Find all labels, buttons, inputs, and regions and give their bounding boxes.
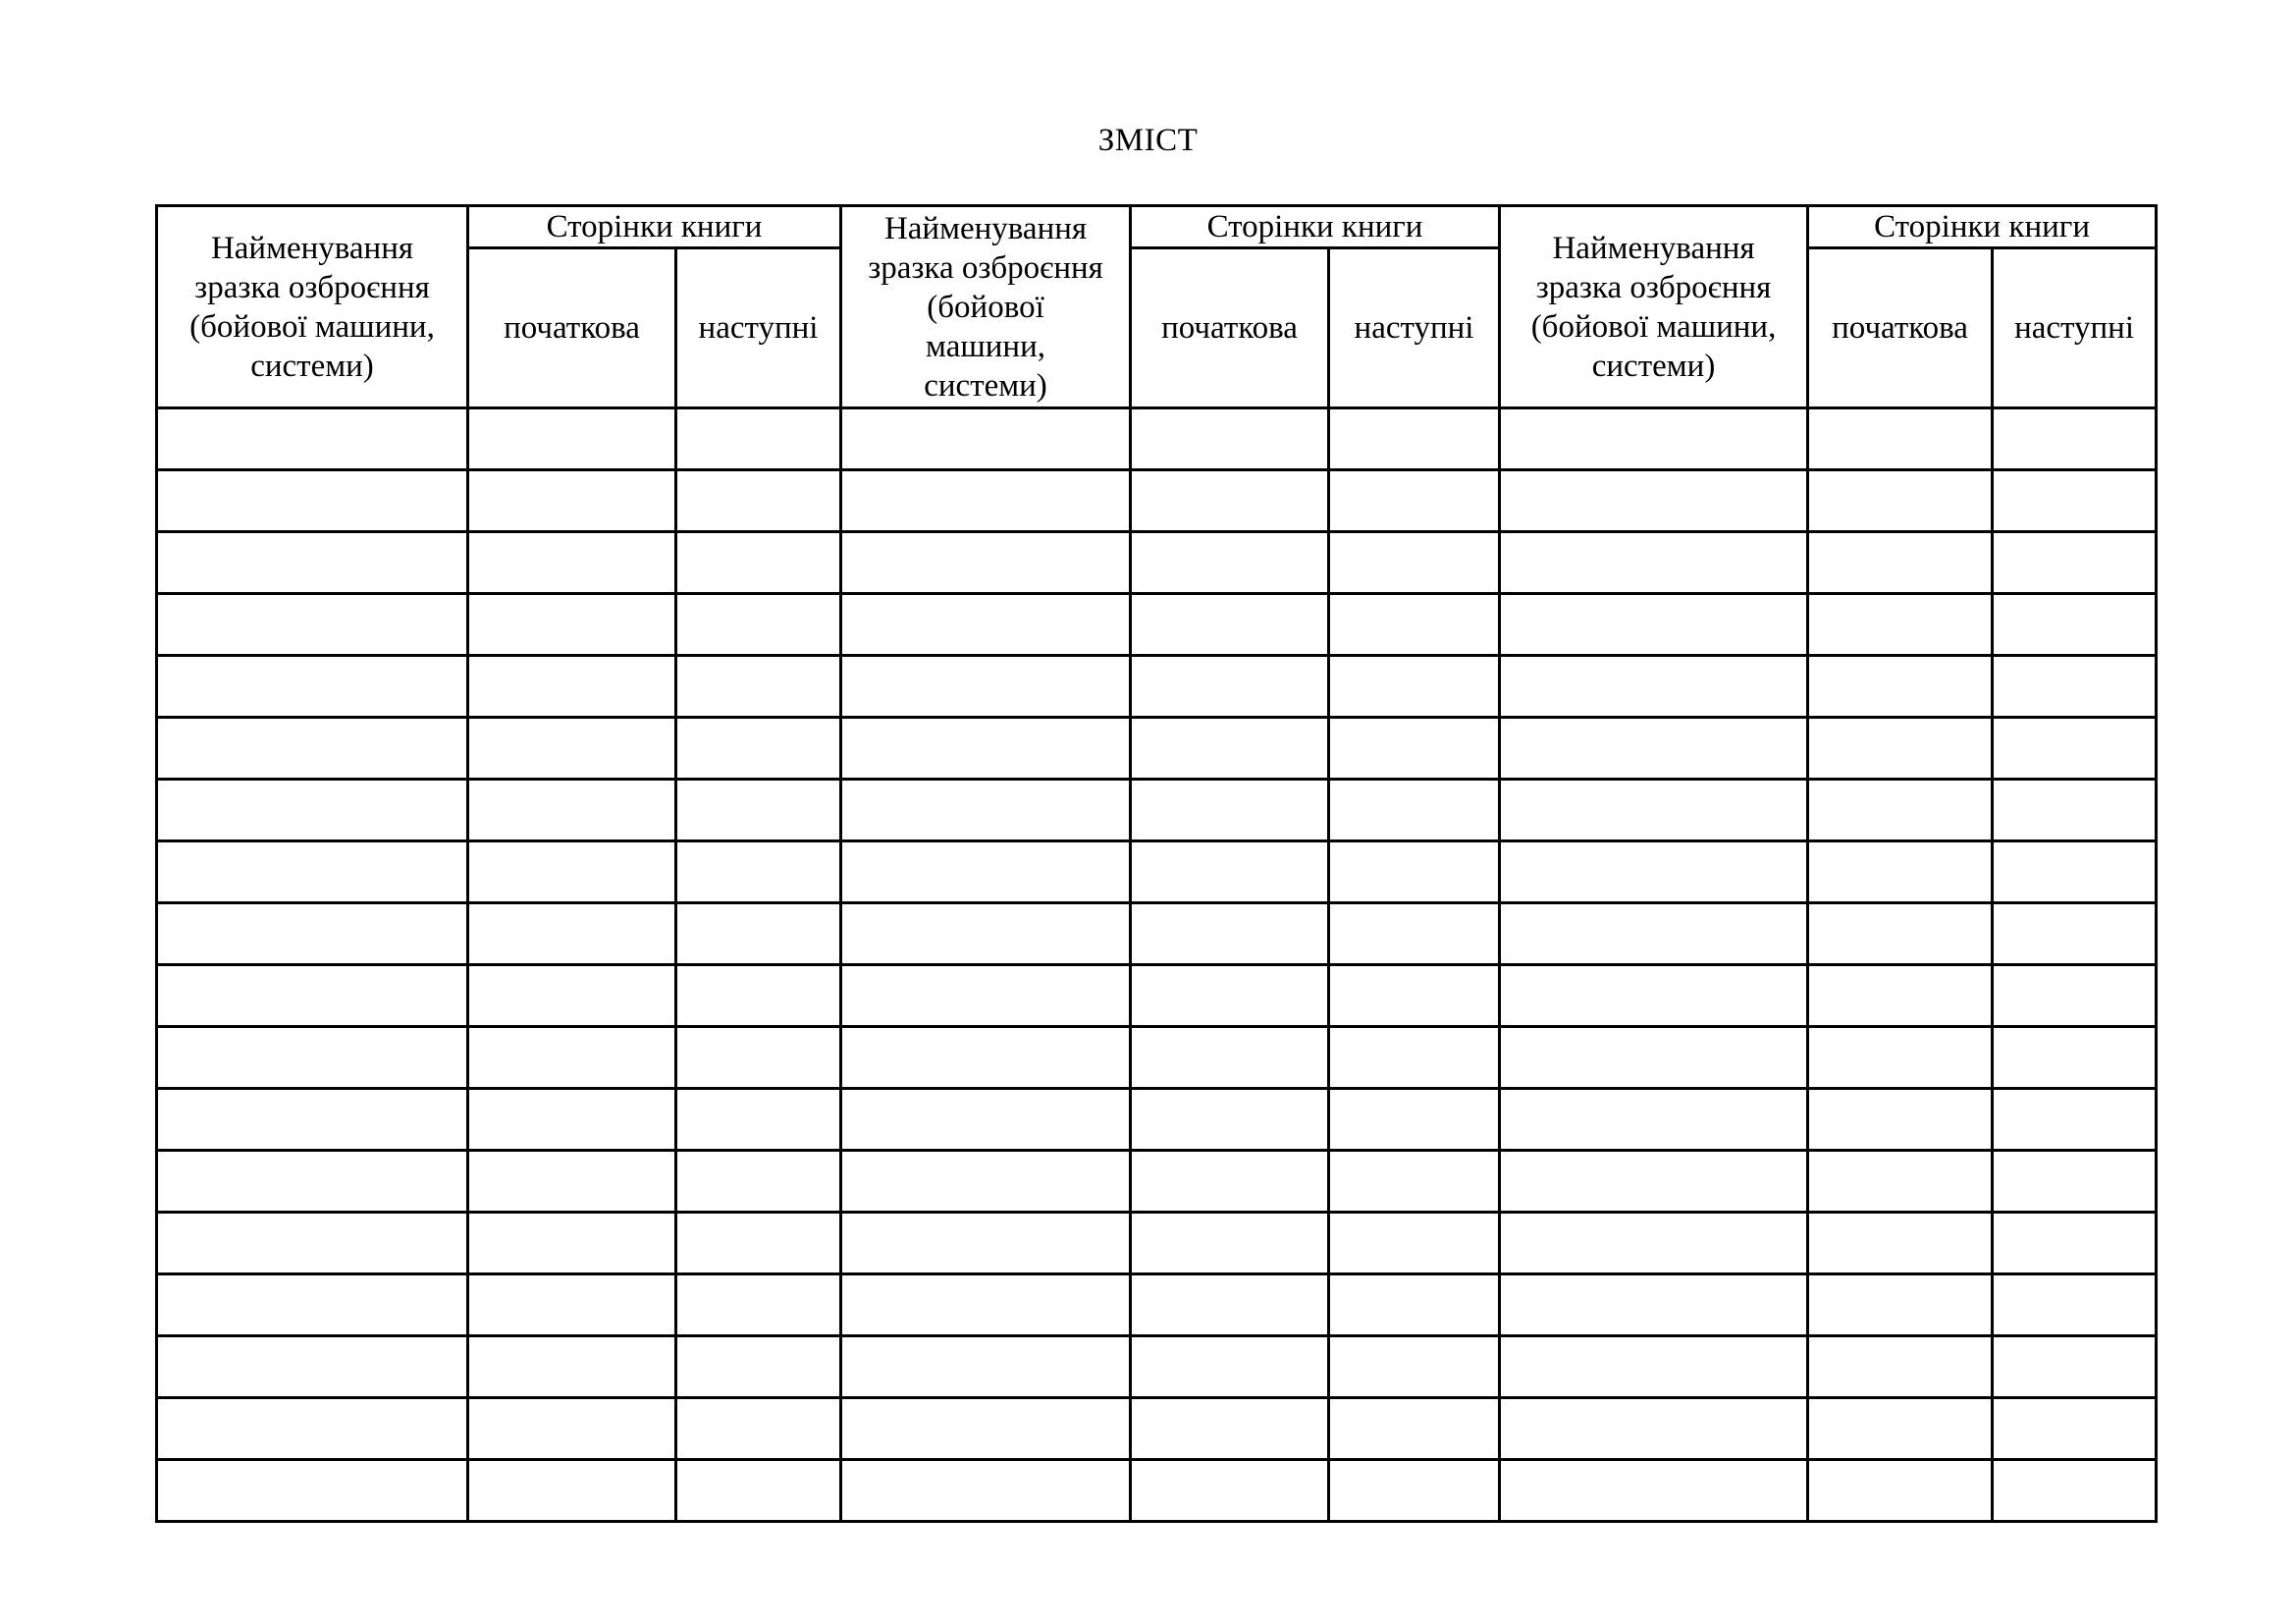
table-cell[interactable] [1808,470,1993,532]
table-cell[interactable] [841,1213,1131,1274]
table-cell[interactable] [1808,841,1993,903]
table-cell[interactable] [841,903,1131,965]
table-cell[interactable] [1993,656,2157,718]
table-row [157,656,2157,718]
table-cell[interactable] [468,1274,676,1336]
table-cell[interactable] [1500,594,1808,656]
table-cell[interactable] [676,903,841,965]
table-cell[interactable] [1500,656,1808,718]
table-cell[interactable] [1808,1089,1993,1151]
table-cell[interactable] [1329,1213,1500,1274]
table-cell[interactable] [1329,656,1500,718]
table-cell[interactable] [1329,965,1500,1027]
table-cell[interactable] [1131,408,1329,470]
table-cell[interactable] [1993,1027,2157,1089]
column-header-first-page-2: початкова [1131,248,1329,408]
table-cell[interactable] [468,841,676,903]
table-cell[interactable] [841,1336,1131,1398]
table-cell[interactable] [676,1213,841,1274]
table-cell[interactable] [676,408,841,470]
table-cell[interactable] [1808,1027,1993,1089]
table-cell[interactable] [676,1151,841,1213]
table-row [157,1336,2157,1398]
table-cell[interactable] [676,532,841,594]
table-cell[interactable] [1500,532,1808,594]
table-cell[interactable] [157,656,468,718]
table-cell[interactable] [841,408,1131,470]
table-cell[interactable] [1329,532,1500,594]
column-header-first-page-1: початкова [468,248,676,408]
table-cell[interactable] [676,965,841,1027]
table-cell[interactable] [1500,903,1808,965]
column-header-pages-1: Сторінки книги [468,206,841,248]
table-cell[interactable] [157,594,468,656]
table-row [157,532,2157,594]
table-cell[interactable] [157,1213,468,1274]
table-cell[interactable] [1131,1336,1329,1398]
column-header-next-pages-3: наступні [1993,248,2157,408]
table-cell[interactable] [841,718,1131,780]
table-cell[interactable] [841,1398,1131,1460]
table-cell[interactable] [1131,594,1329,656]
table-cell[interactable] [468,1089,676,1151]
column-header-next-pages-1: наступні [676,248,841,408]
table-cell[interactable] [1500,1027,1808,1089]
table-cell[interactable] [1993,1274,2157,1336]
table-cell[interactable] [1993,1089,2157,1151]
table-cell[interactable] [676,1398,841,1460]
table-cell[interactable] [1131,470,1329,532]
table-cell[interactable] [468,1460,676,1522]
table-cell[interactable] [841,594,1131,656]
table-cell[interactable] [1808,718,1993,780]
table-row [157,903,2157,965]
table-cell[interactable] [1500,1398,1808,1460]
table-row [157,1089,2157,1151]
table-cell[interactable] [1329,1089,1500,1151]
table-cell[interactable] [468,1336,676,1398]
table-cell[interactable] [1500,841,1808,903]
table-cell[interactable] [1131,1151,1329,1213]
table-cell[interactable] [676,1336,841,1398]
table-cell[interactable] [1329,903,1500,965]
table-cell[interactable] [1808,656,1993,718]
table-cell[interactable] [468,656,676,718]
table-cell[interactable] [676,470,841,532]
table-cell[interactable] [841,841,1131,903]
table-cell[interactable] [1329,718,1500,780]
table-cell[interactable] [1500,408,1808,470]
table-cell[interactable] [157,1336,468,1398]
table-cell[interactable] [1808,408,1993,470]
table-cell[interactable] [676,1460,841,1522]
table-cell[interactable] [157,1460,468,1522]
table-cell[interactable] [1993,594,2157,656]
table-cell[interactable] [1500,1089,1808,1151]
table-cell[interactable] [468,408,676,470]
table-cell[interactable] [1993,780,2157,841]
table-row [157,1027,2157,1089]
table-row [157,718,2157,780]
column-header-name-3: Найменування зразка озброєння (бойової машини, системи) [1500,206,1808,408]
table-cell[interactable] [1500,1213,1808,1274]
table-cell[interactable] [676,594,841,656]
column-header-name-1: Найменування зразка озброєння (бойової машини, системи) [157,206,468,408]
table-cell[interactable] [157,1027,468,1089]
table-cell[interactable] [1131,1089,1329,1151]
table-cell[interactable] [1808,1398,1993,1460]
table-cell[interactable] [1993,1460,2157,1522]
table-cell[interactable] [841,1027,1131,1089]
table-cell[interactable] [1993,532,2157,594]
table-cell[interactable] [468,470,676,532]
table-row [157,965,2157,1027]
table-cell[interactable] [1993,1336,2157,1398]
table-cell[interactable] [1993,408,2157,470]
table-cell[interactable] [1808,903,1993,965]
table-cell[interactable] [1500,1336,1808,1398]
table-cell[interactable] [1808,965,1993,1027]
table-cell[interactable] [157,408,468,470]
table-cell[interactable] [676,1027,841,1089]
table-cell[interactable] [1500,470,1808,532]
table-cell[interactable] [1329,470,1500,532]
table-cell[interactable] [1500,1151,1808,1213]
table-cell[interactable] [1131,1027,1329,1089]
table-cell[interactable] [841,470,1131,532]
table-cell[interactable] [1329,1398,1500,1460]
table-cell[interactable] [1131,903,1329,965]
table-cell[interactable] [1808,1336,1993,1398]
table-cell[interactable] [676,1274,841,1336]
table-cell[interactable] [841,965,1131,1027]
table-cell[interactable] [1329,1274,1500,1336]
table-cell[interactable] [1993,1151,2157,1213]
table-row [157,1460,2157,1522]
table-cell[interactable] [1993,841,2157,903]
table-cell[interactable] [157,470,468,532]
table-cell[interactable] [676,656,841,718]
table-cell[interactable] [157,1151,468,1213]
table-cell[interactable] [157,780,468,841]
column-header-pages-3: Сторінки книги [1808,206,2157,248]
table-cell[interactable] [157,841,468,903]
table-cell[interactable] [157,1274,468,1336]
table-cell[interactable] [468,780,676,841]
table-cell[interactable] [468,965,676,1027]
table-cell[interactable] [1329,1151,1500,1213]
table-cell[interactable] [841,1460,1131,1522]
table-cell[interactable] [1500,1460,1808,1522]
table-cell[interactable] [1993,470,2157,532]
table-cell[interactable] [841,1151,1131,1213]
table-row [157,1213,2157,1274]
table-row [157,1274,2157,1336]
table-row [157,780,2157,841]
table-row [157,1151,2157,1213]
table-cell[interactable] [1131,532,1329,594]
table-cell[interactable] [1131,780,1329,841]
table-cell[interactable] [676,718,841,780]
table-row [157,470,2157,532]
column-header-first-page-3: початкова [1808,248,1993,408]
table-cell[interactable] [1808,780,1993,841]
table-cell[interactable] [1808,1274,1993,1336]
header-row-top [157,206,2157,248]
table-cell[interactable] [468,1398,676,1460]
table-row [157,841,2157,903]
table-cell[interactable] [1329,841,1500,903]
table-cell[interactable] [468,903,676,965]
page-title: ЗМІСТ [1097,123,1199,158]
table-cell[interactable] [1808,594,1993,656]
table-cell[interactable] [468,532,676,594]
table-cell[interactable] [1808,532,1993,594]
table-cell[interactable] [841,780,1131,841]
table-cell[interactable] [468,594,676,656]
table-cell[interactable] [841,1274,1131,1336]
table-cell[interactable] [1993,1213,2157,1274]
table-cell[interactable] [1131,1398,1329,1460]
table-cell[interactable] [1993,1398,2157,1460]
table-cell[interactable] [1131,965,1329,1027]
table-cell[interactable] [841,1089,1131,1151]
table-cell[interactable] [1329,594,1500,656]
table-row [157,1398,2157,1460]
table-cell[interactable] [1131,656,1329,718]
table-cell[interactable] [157,903,468,965]
table-cell[interactable] [676,780,841,841]
contents-table [155,204,2158,1523]
table-cell[interactable] [1500,965,1808,1027]
table-cell[interactable] [1500,780,1808,841]
table-cell[interactable] [157,965,468,1027]
table-cell[interactable] [1329,1027,1500,1089]
table-cell[interactable] [1329,780,1500,841]
table-row [157,594,2157,656]
table-cell[interactable] [1131,1274,1329,1336]
table-cell[interactable] [157,1398,468,1460]
table-cell[interactable] [1131,1213,1329,1274]
table-cell[interactable] [1329,1460,1500,1522]
table-cell[interactable] [1808,1213,1993,1274]
table-cell[interactable] [1131,841,1329,903]
table-cell[interactable] [1808,1151,1993,1213]
table-cell[interactable] [1993,965,2157,1027]
table-cell[interactable] [841,532,1131,594]
table-cell[interactable] [676,841,841,903]
column-header-next-pages-2: наступні [1329,248,1500,408]
table-cell[interactable] [1131,1460,1329,1522]
table-cell[interactable] [676,1089,841,1151]
table-row [157,408,2157,470]
table-cell[interactable] [841,656,1131,718]
table-cell[interactable] [157,1089,468,1151]
table-cell[interactable] [1500,718,1808,780]
column-header-name-2: Найменування зразка озброєння (бойової машини, системи) [841,206,1131,408]
column-header-pages-2: Сторінки книги [1131,206,1500,248]
table-cell[interactable] [1993,718,2157,780]
table-cell[interactable] [1500,1274,1808,1336]
table-cell[interactable] [1131,718,1329,780]
table-cell[interactable] [1808,1460,1993,1522]
table-cell[interactable] [1329,408,1500,470]
table-cell[interactable] [468,718,676,780]
table-cell[interactable] [468,1027,676,1089]
table-cell[interactable] [157,532,468,594]
table-cell[interactable] [468,1213,676,1274]
table-cell[interactable] [468,1151,676,1213]
table-cell[interactable] [1993,903,2157,965]
table-cell[interactable] [1329,1336,1500,1398]
table-cell[interactable] [157,718,468,780]
